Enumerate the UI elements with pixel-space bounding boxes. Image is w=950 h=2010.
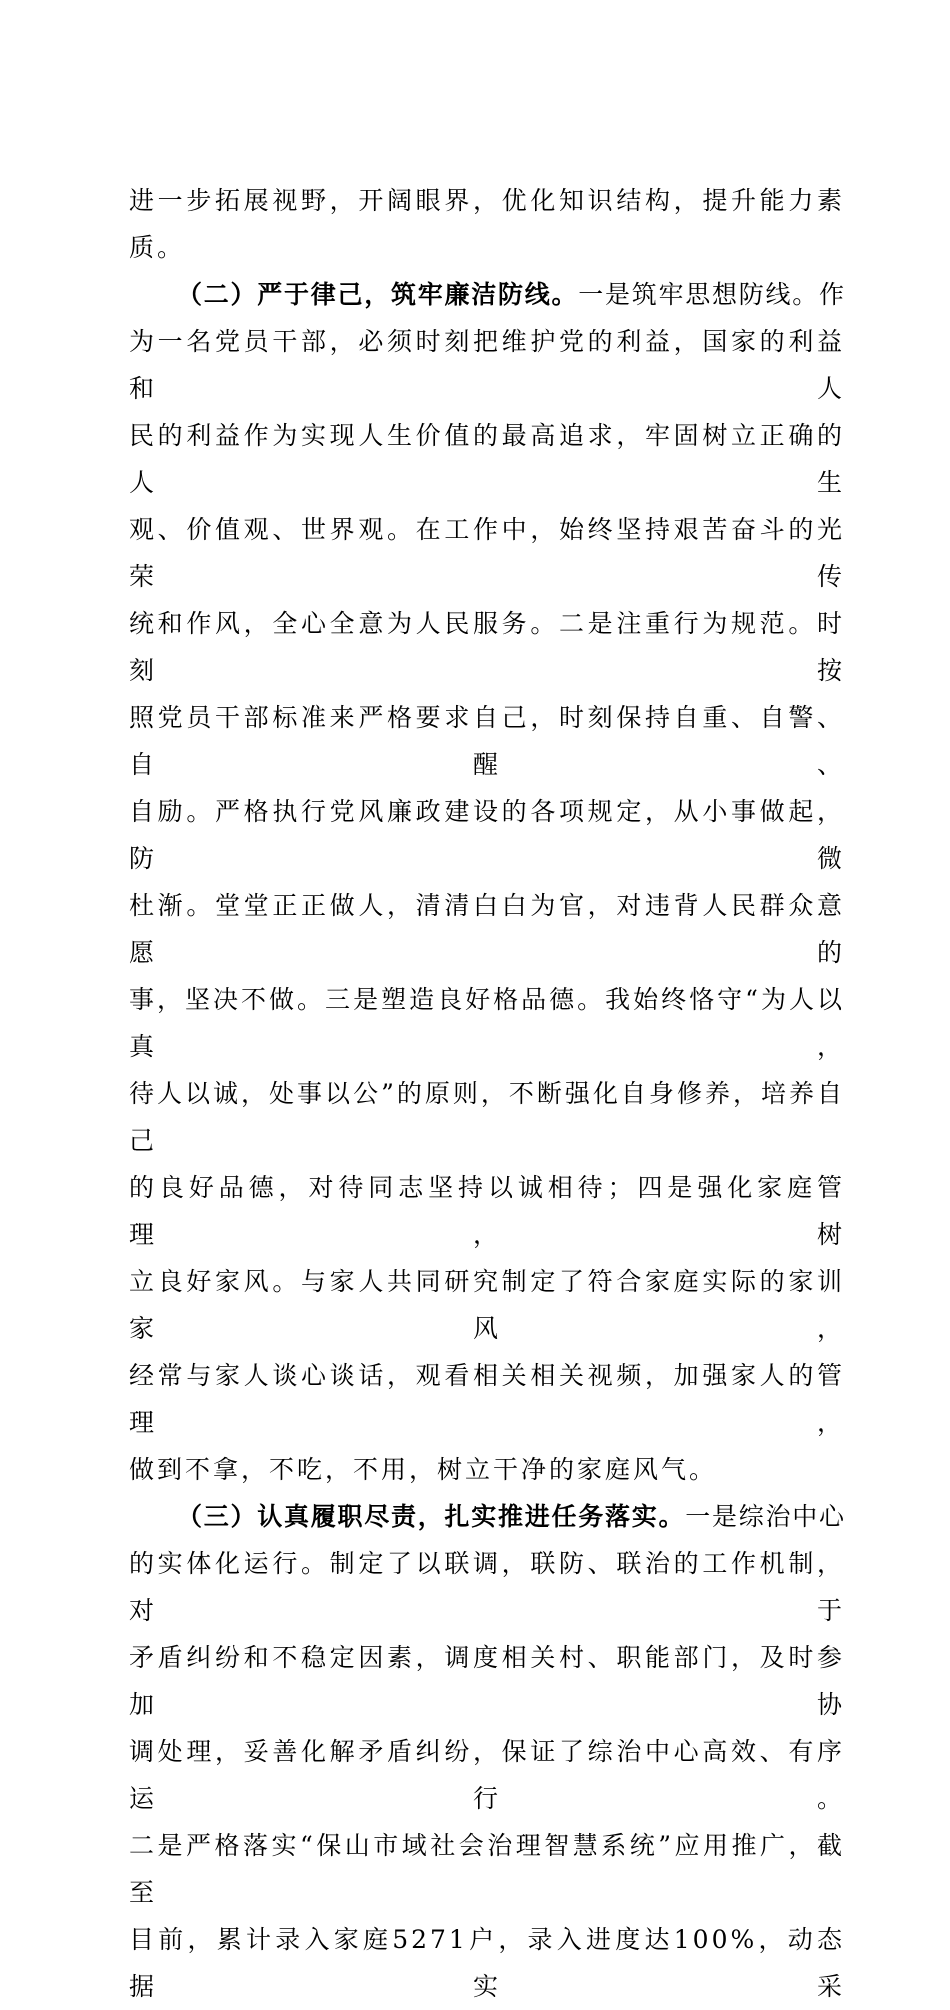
text-line (129, 1258, 845, 1352)
paragraph-text: 矛盾纠纷和不稳定因素，调度相关村、职能部门，及时参加协 (129, 1643, 845, 1719)
paragraph-text: 观、价值观、世界观。在工作中，始终坚持艰苦奋斗的光荣传 (129, 515, 845, 591)
paragraph-text: 事，坚决不做。三是塑造良好格品德。我始终恪守“为人以真， (129, 985, 845, 1061)
paragraph-text: 照党员干部标准来严格要求自己，时刻保持自重、自警、自醒、 (129, 703, 845, 779)
text-line (129, 1916, 845, 2010)
text-line (129, 177, 845, 271)
text-line (129, 506, 845, 600)
paragraph-text: 做到不拿，不吃，不用，树立干净的家庭风气。 (129, 1455, 718, 1484)
text-line (129, 318, 845, 412)
text-line (129, 976, 845, 1070)
text-line (129, 1352, 845, 1446)
paragraph-text: 一是综治中心 (685, 1502, 845, 1531)
text-line (129, 1164, 845, 1258)
text-line (129, 882, 845, 976)
text-line (129, 1634, 845, 1728)
text-line (129, 1822, 845, 1916)
section-heading: （二）严于律己，筑牢廉洁防线。 (177, 280, 579, 309)
paragraph-text: 的良好品德，对待同志坚持以诚相待；四是强化家庭管理，树 (129, 1173, 845, 1249)
text-line (129, 788, 845, 882)
paragraph-text: 的实体化运行。制定了以联调，联防、联治的工作机制，对于 (129, 1549, 845, 1625)
text-line (129, 600, 845, 694)
paragraph-text: 民的利益作为实现人生价值的最高追求，牢固树立正确的人生 (129, 421, 845, 497)
section-heading: （三）认真履职尽责，扎实推进任务落实。 (177, 1502, 686, 1531)
document-body (129, 177, 845, 2010)
paragraph-text: 待人以诚，处事以公”的原则，不断强化自身修养，培养自己 (129, 1079, 845, 1155)
text-line (129, 1446, 845, 1493)
text-line (129, 1070, 845, 1164)
paragraph-text: 进一步拓展视野，开阔眼界，优化知识结构，提升能力素质。 (129, 186, 845, 262)
text-line (129, 271, 845, 318)
paragraph-text: 杜渐。堂堂正正做人，清清白白为官，对违背人民群众意愿的 (129, 891, 845, 967)
text-line (129, 1540, 845, 1634)
paragraph-text: 一是筑牢思想防线。作 (578, 280, 845, 309)
paragraph-text: 经常与家人谈心谈话，观看相关相关视频，加强家人的管理， (129, 1361, 845, 1437)
paragraph-text: 立良好家风。与家人共同研究制定了符合家庭实际的家训家风， (129, 1267, 845, 1343)
text-line (129, 1493, 845, 1540)
paragraph-text: 二是严格落实“保山市域社会治理智慧系统”应用推广，截至 (129, 1831, 845, 1907)
text-line (129, 694, 845, 788)
paragraph-text: 为一名党员干部，必须时刻把维护党的利益，国家的利益和人 (129, 327, 845, 403)
text-line (129, 1728, 845, 1822)
paragraph-text: 目前，累计录入家庭5271户，录入进度达100%，动态据实采 (129, 1925, 845, 2001)
paragraph-text: 自励。严格执行党风廉政建设的各项规定，从小事做起，防微 (129, 797, 845, 873)
text-line (129, 412, 845, 506)
paragraph-text: 调处理，妥善化解矛盾纠纷，保证了综治中心高效、有序运行。 (129, 1737, 845, 1813)
paragraph-text: 统和作风，全心全意为人民服务。二是注重行为规范。时刻按 (129, 609, 845, 685)
